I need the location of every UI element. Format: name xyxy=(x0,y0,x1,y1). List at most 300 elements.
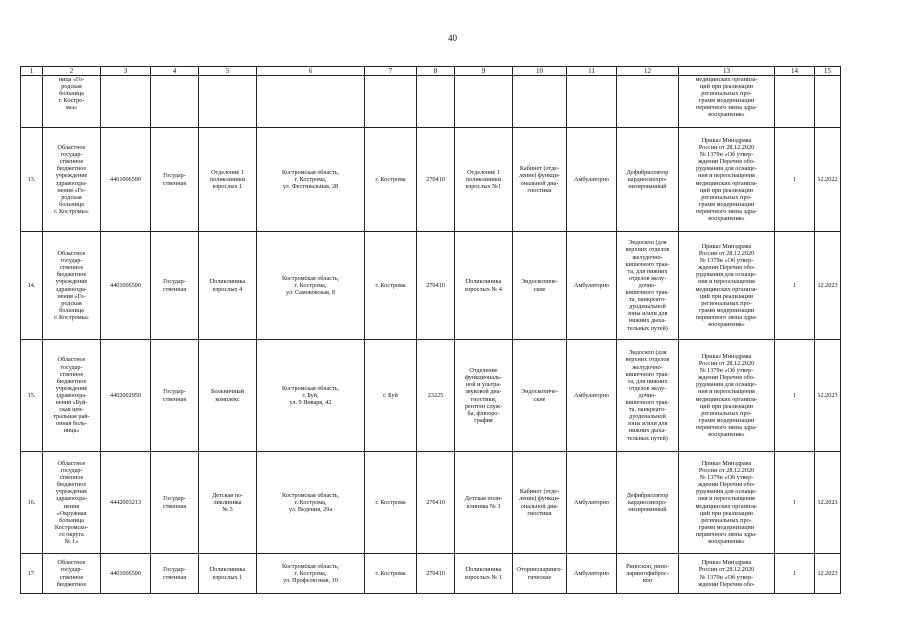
cell-line: рудования для оснаще- xyxy=(696,165,757,173)
column-header-14: 14 xyxy=(775,67,815,76)
cell-address xyxy=(257,128,365,232)
cell-line: родская xyxy=(61,299,82,307)
cell-line: грамм модернизации xyxy=(698,523,755,531)
cell-line: России от 28.12.2020 xyxy=(698,250,755,258)
cell-address xyxy=(257,340,365,452)
cell-col7 xyxy=(365,76,417,128)
cell-quantity: 1 xyxy=(775,340,815,452)
cell-legal-basis xyxy=(679,452,775,554)
cell-inn: 4401006590 xyxy=(101,128,151,232)
cell-line: бюджетное xyxy=(56,481,87,489)
cell-line: больница xyxy=(59,306,84,314)
cell-line: воохранения» xyxy=(708,214,745,222)
cell-line: учреждение xyxy=(55,488,88,496)
cell-locality: г. Кострома xyxy=(365,128,417,232)
cell-line: ния и переоснащения xyxy=(698,388,755,396)
cell-line: больница xyxy=(59,516,84,524)
cell-line: ница «Го- xyxy=(58,76,85,83)
cell-col9 xyxy=(455,76,513,128)
cell-line: Государ- xyxy=(163,388,186,396)
cell-care-form: Амбулаторно xyxy=(567,128,617,232)
column-header-11: 11 xyxy=(567,67,617,76)
cell-line: Государ- xyxy=(163,278,186,286)
cell-row-number: 16. xyxy=(21,452,43,554)
cell-line: зоны и/или для xyxy=(627,310,668,318)
cell-line: воохранения» xyxy=(708,320,745,328)
cell-line: Костромская область, xyxy=(281,384,340,392)
cell-line: Поликлиника xyxy=(209,566,246,574)
cell-line: тральная рай- xyxy=(53,413,90,421)
cell-line: гностики xyxy=(527,186,552,194)
cell-col11 xyxy=(567,76,617,128)
cell-line: кишечного трак- xyxy=(625,289,670,297)
cell-line: низированный xyxy=(628,506,667,514)
cell-row-number: 17. xyxy=(21,554,43,594)
cell-line: Приказ Минздрава xyxy=(701,352,752,360)
cell-line: № 3 xyxy=(222,506,233,514)
cell-line: Поликлиника xyxy=(209,278,246,286)
continuation-row xyxy=(21,76,841,128)
cell-line: Эндоскопиче- xyxy=(521,278,558,286)
cell-cabinet-type xyxy=(513,128,567,232)
cell-oktmo: 270410 xyxy=(417,452,455,554)
cell-line: ларингофиброс- xyxy=(626,569,669,577)
cell-address xyxy=(257,232,365,340)
cell-legal-basis xyxy=(679,128,775,232)
cell-department xyxy=(455,232,513,340)
cell-line: первичного звена здра- xyxy=(696,530,757,538)
cell-line: Риноскоп, рино- xyxy=(625,562,670,570)
column-header-7: 7 xyxy=(365,67,417,76)
cell-subdivision xyxy=(199,232,257,340)
cell-inn: 4442003213 xyxy=(101,452,151,554)
cell-line: Приказ Минздрава xyxy=(701,459,752,467)
cell-line: отделов желу- xyxy=(628,274,667,282)
cell-inn: 4402002950 xyxy=(101,340,151,452)
cell-line: ственное xyxy=(59,158,84,166)
table-row xyxy=(21,340,841,452)
table-row xyxy=(21,128,841,232)
cell-line: бюджетное xyxy=(56,377,87,385)
cell-line: Приказ Минздрава xyxy=(701,136,752,144)
cell-line: дуоденальной xyxy=(629,413,666,421)
cell-department xyxy=(455,340,513,452)
equipment-table xyxy=(20,66,841,594)
column-header-10: 10 xyxy=(513,67,567,76)
cell-line: региональных про- xyxy=(701,409,752,417)
cell-locality: г. Кострома xyxy=(365,452,417,554)
cell-line: дочно- xyxy=(638,281,657,289)
cell-line: ональной диа- xyxy=(520,179,559,187)
cell-line: региональных про- xyxy=(701,516,752,524)
cell-line: ница» xyxy=(63,427,80,435)
cell-line: Эндоскопиче- xyxy=(521,388,558,396)
cell-line: ственная xyxy=(162,502,187,510)
cell-line: государ- xyxy=(60,257,83,265)
cell-col8 xyxy=(417,76,455,128)
cell-inn: 4401006590 xyxy=(101,554,151,594)
cell-line: взрослых 4 xyxy=(212,285,243,293)
cell-col1 xyxy=(21,76,43,128)
cell-line: Отделение xyxy=(469,367,498,375)
cell-line: Приказ Минздрава xyxy=(701,559,752,567)
cell-quantity: 1 xyxy=(775,128,815,232)
cell-line: верхних отделов xyxy=(625,246,670,254)
cell-organization xyxy=(43,452,101,554)
cell-line: взрослых № 4 xyxy=(465,285,502,293)
column-header-5: 5 xyxy=(199,67,257,76)
cell-line: Государ- xyxy=(163,566,186,574)
cell-col14 xyxy=(775,76,815,128)
cell-line: та, для нижних xyxy=(627,267,668,275)
cell-line: региональных про- xyxy=(701,193,752,201)
cell-oktmo: 270410 xyxy=(417,554,455,594)
cell-line: нения xyxy=(63,502,80,510)
cell-line: региональных про- xyxy=(701,299,752,307)
cell-quantity: 1 xyxy=(775,554,815,594)
cell-col5 xyxy=(199,76,257,128)
cell-line: медицинских организа- xyxy=(695,76,758,83)
cell-line: кишечного трак- xyxy=(625,399,670,407)
cell-row-number: 15. xyxy=(21,340,43,452)
page-number: 40 xyxy=(448,33,457,43)
cell-line: отделов желу- xyxy=(628,384,667,392)
cell-line: ния и переоснащения xyxy=(698,495,755,503)
cell-line: дочно- xyxy=(638,391,657,399)
cell-care-form: Амбулаторно xyxy=(567,452,617,554)
column-header-15: 15 xyxy=(815,67,841,76)
column-header-1: 1 xyxy=(21,67,43,76)
cell-line: Больничный xyxy=(211,388,244,396)
cell-line: ций при реализации xyxy=(700,186,753,194)
cell-organization xyxy=(43,554,101,594)
cell-ownership xyxy=(151,452,199,554)
cell-organization xyxy=(43,340,101,452)
cell-deadline: 12.2023 xyxy=(815,554,841,594)
cell-ownership xyxy=(151,232,199,340)
cell-line: ственное xyxy=(59,573,84,581)
cell-line: г. Костромы» xyxy=(54,207,89,215)
cell-line: ул. Профсоюзная, 10 xyxy=(283,577,338,585)
cell-line: ул. Ведения, 29а xyxy=(288,506,333,514)
cell-line: ждении Перечня обо- xyxy=(698,481,755,489)
cell-line: мы» xyxy=(65,104,78,112)
cell-col4 xyxy=(151,76,199,128)
cell-line: № 1379н «Об утвер- xyxy=(699,151,754,159)
cell-deadline: 12.2022 xyxy=(815,128,841,232)
cell-line: кардиосинхро- xyxy=(627,175,668,183)
cell-line: Областное xyxy=(57,144,86,152)
cell-cabinet-type xyxy=(513,340,567,452)
cell-legal-basis xyxy=(679,76,775,128)
cell-line: г. Костромы» xyxy=(54,313,89,321)
cell-line: государ- xyxy=(60,363,83,371)
cell-line: грамм модернизации xyxy=(698,416,755,424)
cell-row-number: 14. xyxy=(21,232,43,340)
cell-line: тельных путей) xyxy=(627,324,668,332)
cell-line: России от 28.12.2020 xyxy=(698,566,755,574)
cell-line: ональной диа- xyxy=(520,502,559,510)
cell-line: гностики xyxy=(527,509,552,517)
cell-line: Поликлиника xyxy=(465,278,502,286)
cell-line: Дефибриллятор xyxy=(626,491,669,499)
cell-line: комплекс xyxy=(215,395,240,403)
cell-line: кишечного трак- xyxy=(625,260,670,268)
cell-line: грамм модернизации xyxy=(698,200,755,208)
column-header-12: 12 xyxy=(617,67,679,76)
cell-line: Приказ Минздрава xyxy=(701,242,752,250)
cell-ownership xyxy=(151,128,199,232)
cell-line: больница xyxy=(59,200,84,208)
cell-line: та, панкреато- xyxy=(628,296,667,304)
cell-line: России от 28.12.2020 xyxy=(698,360,755,368)
cell-line: ственная xyxy=(162,285,187,293)
cell-department xyxy=(455,452,513,554)
cell-line: ций при реализации xyxy=(700,83,753,91)
cell-line: ций при реализации xyxy=(700,292,753,300)
cell-line: государ- xyxy=(60,467,83,475)
cell-line: верхних отделов xyxy=(625,356,670,364)
cell-organization xyxy=(43,76,101,128)
cell-line: Детская по- xyxy=(211,491,244,499)
cell-line: «Окружная xyxy=(56,509,87,517)
cell-line: ной и ультра- xyxy=(465,381,502,389)
cell-line: медицинских организа- xyxy=(695,285,758,293)
cell-line: Поликлиника xyxy=(465,566,502,574)
cell-line: Эндоскоп (для xyxy=(628,349,667,357)
cell-line: кишечного трак- xyxy=(625,370,670,378)
cell-line: первичного звена здра- xyxy=(696,104,757,112)
cell-deadline: 12.2023 xyxy=(815,340,841,452)
cell-row-number: 13. xyxy=(21,128,43,232)
cell-line: бюджетное xyxy=(56,165,87,173)
cell-line: № 1379н «Об утвер- xyxy=(699,257,754,265)
cell-line: поликлиники xyxy=(465,175,502,183)
cell-deadline: 12.2023 xyxy=(815,232,841,340)
cell-equipment xyxy=(617,452,679,554)
cell-subdivision xyxy=(199,128,257,232)
cell-locality: г. Кострома xyxy=(365,554,417,594)
cell-equipment xyxy=(617,554,679,594)
cell-line: № 1379н «Об утвер- xyxy=(699,573,754,581)
cell-line: ния и переоснащения xyxy=(698,172,755,180)
cell-col10 xyxy=(513,76,567,128)
cell-line: ул. Самоковская, 8 xyxy=(286,289,335,297)
cell-line: нижних дыха- xyxy=(628,427,667,435)
cell-line: Костромская область, xyxy=(281,168,340,176)
cell-quantity: 1 xyxy=(775,452,815,554)
column-header-13: 13 xyxy=(679,67,775,76)
cell-subdivision xyxy=(199,452,257,554)
cell-line: нения «Го- xyxy=(57,292,86,300)
cell-line: медицинских организа- xyxy=(695,179,758,187)
cell-line: желудочно- xyxy=(632,363,663,371)
cell-inn: 4401006590 xyxy=(101,232,151,340)
cell-line: клиника № 3 xyxy=(466,502,501,510)
cell-line: воохранения» xyxy=(708,111,745,119)
cell-line: № 1» xyxy=(64,537,79,545)
column-header-8: 8 xyxy=(417,67,455,76)
cell-subdivision xyxy=(199,340,257,452)
cell-line: ские xyxy=(533,395,546,403)
cell-line: ские xyxy=(533,285,546,293)
cell-line: г. Буй, xyxy=(302,391,319,399)
cell-line: низированный xyxy=(628,183,667,191)
cell-line: ул. 9 Января, 42 xyxy=(289,399,332,407)
cell-line: больница xyxy=(59,90,84,98)
cell-line: рудования для оснаще- xyxy=(696,488,757,496)
cell-line: Кабинет (отде- xyxy=(519,488,560,496)
cell-ownership xyxy=(151,554,199,594)
cell-line: ственная xyxy=(162,179,187,187)
cell-line: Оториноларинго- xyxy=(516,566,563,574)
cell-line: желудочно- xyxy=(632,253,663,261)
cell-line: грамм модернизации xyxy=(698,306,755,314)
cell-legal-basis xyxy=(679,340,775,452)
cell-col15 xyxy=(815,76,841,128)
cell-legal-basis xyxy=(679,554,775,594)
cell-care-form: Амбулаторно xyxy=(567,232,617,340)
cell-oktmo: 270410 xyxy=(417,232,455,340)
cell-line: учреждение xyxy=(55,278,88,286)
cell-line: тельных путей) xyxy=(627,434,668,442)
cell-line: здравоохра- xyxy=(55,495,88,503)
cell-equipment xyxy=(617,340,679,452)
cell-line: государ- xyxy=(60,151,83,159)
cell-line: коп xyxy=(642,577,653,585)
cell-line: Отделение 1 xyxy=(211,168,244,176)
cell-line: № 1379н «Об утвер- xyxy=(699,474,754,482)
cell-line: ния и переоснащения xyxy=(698,278,755,286)
cell-line: взрослых 1 xyxy=(212,183,243,191)
cell-line: ждении Перечня обо- xyxy=(698,374,755,382)
cell-care-form: Амбулаторно xyxy=(567,340,617,452)
cell-equipment xyxy=(617,128,679,232)
cell-line: государ- xyxy=(60,566,83,574)
cell-line: ственное xyxy=(59,474,84,482)
table-row xyxy=(21,232,841,340)
cell-line: онная боль- xyxy=(56,420,87,428)
cell-line: бюджетное xyxy=(56,580,87,588)
cell-line: № 1379н «Об утвер- xyxy=(699,367,754,375)
cell-line: ждении Перечня обо- xyxy=(698,158,755,166)
cell-col3 xyxy=(101,76,151,128)
cell-line: кардиосинхро- xyxy=(627,498,668,506)
cell-organization xyxy=(43,128,101,232)
cell-ownership xyxy=(151,340,199,452)
cell-line: взрослых №1 xyxy=(465,183,502,191)
column-header-6: 6 xyxy=(257,67,365,76)
cell-line: ление) функци- xyxy=(519,495,560,503)
cell-address xyxy=(257,554,365,594)
cell-line: учреждение xyxy=(55,172,88,180)
cell-line: та, для нижних xyxy=(627,377,668,385)
cell-line: го округа xyxy=(59,530,84,538)
cell-line: медицинских организа- xyxy=(695,395,758,403)
cell-line: ление) функци- xyxy=(519,172,560,180)
cell-line: нижних дыха- xyxy=(628,317,667,325)
cell-line: грамм модернизации xyxy=(698,97,755,105)
cell-line: воохранения» xyxy=(708,537,745,545)
cell-line: ликлиника xyxy=(213,498,242,506)
cell-col12 xyxy=(617,76,679,128)
cell-cabinet-type xyxy=(513,554,567,594)
cell-line: ба, флюоро- xyxy=(467,409,500,417)
cell-line: первичного звена здра- xyxy=(696,313,757,321)
cell-line: Эндоскоп (для xyxy=(628,239,667,247)
cell-line: ждении Перечня обо- xyxy=(698,580,755,588)
cell-line: учреждение xyxy=(55,384,88,392)
cell-line: та, панкреато- xyxy=(628,406,667,414)
cell-line: гические xyxy=(527,573,552,581)
cell-line: Областное xyxy=(57,356,86,364)
cell-line: Костромско- xyxy=(54,523,89,531)
cell-line: бюджетное xyxy=(56,271,87,279)
cell-line: Отделение 1 xyxy=(467,168,500,176)
cell-address xyxy=(257,452,365,554)
cell-line: г. Кострома, xyxy=(294,175,327,183)
cell-oktmo: 23225 xyxy=(417,340,455,452)
column-header-9: 9 xyxy=(455,67,513,76)
cell-line: ций при реализации xyxy=(700,402,753,410)
cell-line: воохранения» xyxy=(708,430,745,438)
cell-line: графия xyxy=(474,416,493,424)
cell-line: родская xyxy=(61,83,82,91)
cell-line: медицинских организа- xyxy=(695,502,758,510)
cell-line: России от 28.12.2020 xyxy=(698,144,755,152)
cell-line: ская цен- xyxy=(59,406,84,414)
cell-line: ственное xyxy=(59,370,84,378)
cell-line: ций при реализации xyxy=(700,509,753,517)
cell-line: г. Кострома, xyxy=(294,498,327,506)
table-row xyxy=(21,554,841,594)
cell-line: рудования для оснаще- xyxy=(696,381,757,389)
header-row xyxy=(21,67,841,76)
cell-line: звуковой диа- xyxy=(465,388,502,396)
cell-line: Костромская область, xyxy=(281,562,340,570)
cell-line: Областное xyxy=(57,250,86,258)
cell-cabinet-type xyxy=(513,232,567,340)
cell-line: Детская поли- xyxy=(464,495,503,503)
table-row xyxy=(21,452,841,554)
cell-oktmo: 270410 xyxy=(417,128,455,232)
cell-quantity: 1 xyxy=(775,232,815,340)
cell-line: Областное xyxy=(57,459,86,467)
cell-department xyxy=(455,554,513,594)
cell-line: Государ- xyxy=(163,495,186,503)
cell-line: здравоохра- xyxy=(55,179,88,187)
cell-line: Костромская область, xyxy=(281,274,340,282)
column-header-2: 2 xyxy=(43,67,101,76)
cell-deadline: 12.2023 xyxy=(815,452,841,554)
cell-line: зоны и/или для xyxy=(627,420,668,428)
cell-locality: г. Буй xyxy=(365,340,417,452)
cell-cabinet-type xyxy=(513,452,567,554)
cell-line: ул. Фестивальная, 28 xyxy=(282,183,339,191)
cell-line: региональных про- xyxy=(701,90,752,98)
column-header-3: 3 xyxy=(101,67,151,76)
cell-line: г. Кострома, xyxy=(294,281,327,289)
cell-organization xyxy=(43,232,101,340)
cell-line: Костромская область, xyxy=(281,491,340,499)
cell-care-form: Амбулаторно xyxy=(567,554,617,594)
cell-line: взрослых 1 xyxy=(212,573,243,581)
cell-line: Кабинет (отде- xyxy=(519,165,560,173)
cell-line: России от 28.12.2020 xyxy=(698,467,755,475)
cell-line: рудования для оснаще- xyxy=(696,271,757,279)
cell-line: г. Кострома, xyxy=(294,569,327,577)
cell-line: первичного звена здра- xyxy=(696,423,757,431)
